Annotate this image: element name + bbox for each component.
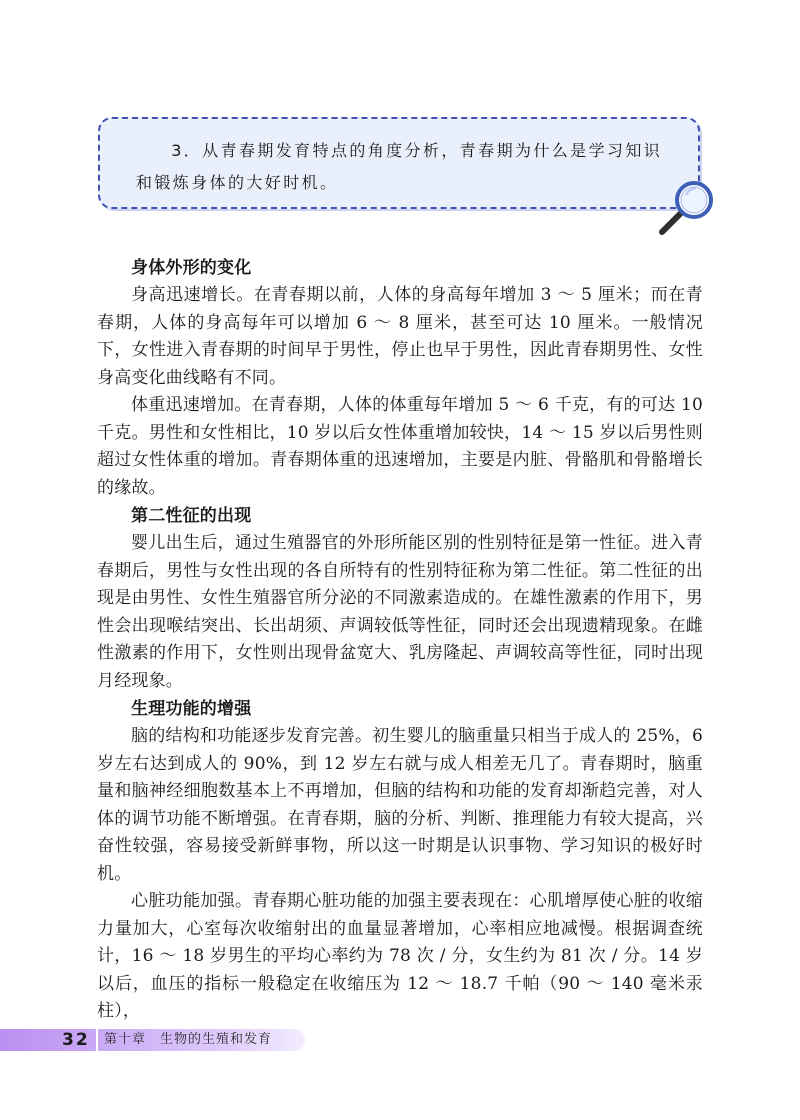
- paragraph: 脑的结构和功能逐步发育完善。初生婴儿的脑重量只相当于成人的 25%，6 岁左右达到成人的 90%，到 12 岁左右就与成人相差无几了。青春期时，脑重量和脑神经细胞数基本上不再增加，但脑的结构和功能的发育却渐趋完善，对人体的调节功能不断增强。在青春期，脑的分析、判断、推理能力有较大提高，兴奋性较强，容易接受新鲜事物，所以这一时期是认识事物、学习知识的极好时机。: [97, 726, 703, 884]
- main-content: [97, 254, 703, 1026]
- think-question-box: [98, 117, 700, 209]
- paragraph: 婴儿出生后，通过生殖器官的外形所能区别的性别特征是第一性征。进入青春期后，男性与女性出现的各自所特有的性别特征称为第二性征。第二性征的出现是由男性、女性生殖器官所分泌的不同激素造成的。在雄性激素的作用下，男性会出现喉结突出、长出胡须、声调较低等性征，同时还会出现遗精现象。在雌性激素的作用下，女性则出现骨盆宽大、乳房隆起、声调较高等性征，同时出现月经现象。: [97, 533, 703, 691]
- section-heading: 生理功能的增强: [131, 699, 252, 719]
- chapter-title: 第十章 生物的生殖和发育: [104, 1032, 273, 1047]
- paragraph: 心脏功能加强。青春期心脏功能的加强主要表现在：心肌增厚使心脏的收缩力量加大，心室每次收缩射出的血量显著增加，心率相应地减慢。根据调查统计，16 ～ 18 岁男生的平均心率约为 78 次 / 分，女生约为 81 次 / 分。14 岁以后，血压的指标一般稳定在收缩压为 12 ～ 18.7 千帕（90 ～ 140 毫米汞柱），: [97, 891, 703, 1021]
- paragraph: 身高迅速增长。在青春期以前，人体的身高每年增加 3 ～ 5 厘米；而在青春期，人体的身高每年可以增加 6 ～ 8 厘米，甚至可达 10 厘米。一般情况下，女性进入青春期的时间早于男性，停止也早于男性，因此青春期男性、女性身高变化曲线略有不同。: [97, 285, 703, 388]
- section-heading: 身体外形的变化: [131, 258, 252, 278]
- think-question-text: 3．从青春期发育特点的角度分析，青春期为什么是学习知识和锻炼身体的大好时机。: [136, 141, 663, 192]
- magnifier-icon: [652, 178, 718, 238]
- page-number: 32: [62, 1030, 90, 1050]
- footer-divider: [96, 1029, 98, 1051]
- section-heading: 第二性征的出现: [131, 506, 252, 526]
- paragraph: 体重迅速增加。在青春期，人体的体重每年增加 5 ～ 6 千克，有的可达 10 千克。男性和女性相比，10 岁以后女性体重增加较快，14 ～ 15 岁以后男性则超过女性体重的增加。青春期体重的迅速增加，主要是内脏、骨骼肌和骨骼增长的缘故。: [97, 395, 703, 498]
